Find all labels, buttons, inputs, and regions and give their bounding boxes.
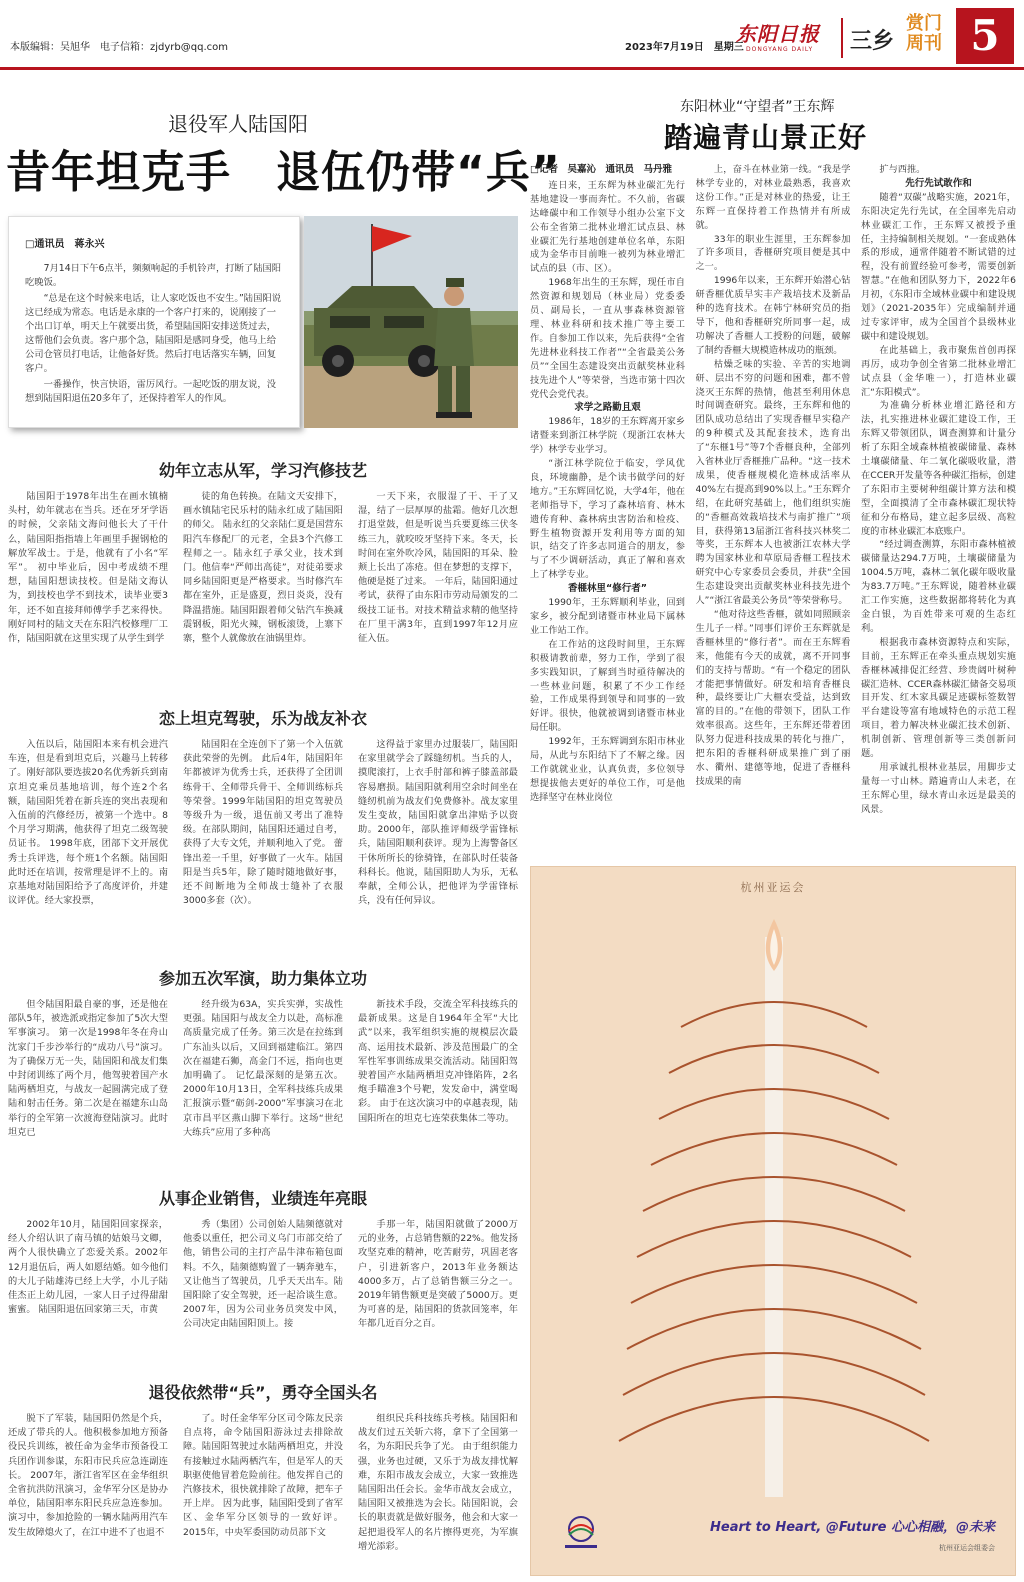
- asian-games-logo-icon: [551, 1513, 611, 1555]
- paragraph: 随着“双碳”战略实施，2021年，东阳决定先行先试，在全国率先启动林业碳汇工作，王东辉又被授予重任，主持编制相关规划。“一套成熟体系的形成，通常伴随着不断试错的过程，没有前置经验可参考，需要创新智慧。”在他和团队努力下，2022年6月初，《东阳市全域林业碳中和建设规划》（2021-2035年）完成编制并通过专家评审，成为全国首个县级林业碳中和建设规划。: [861, 191, 1016, 342]
- left-article-title: 昔年坦克手 退伍仍带“兵”: [6, 147, 561, 198]
- left-article-intro: [8, 216, 300, 428]
- text-column: [183, 738, 343, 938]
- torch-illustration: [531, 867, 1016, 1576]
- paragraph: 徒的角色转换。在陆文天安排下，画水镇陆宅民乐村的陆永红成了陆国阳的师父。 陆永红的父亲陆仁夏是国营东阳汽车修配厂的元老，全县3个汽修工程师之一。陆永红子承父业，技术到门。他信奉“严师出高徒”，对徒弟要求同乡陆国阳更是严格要求。当时修汽车都在室外，正是盛夏，烈日炎炎，没有降温措施。陆国阳跟着师父钻汽车换减震钢板，阳光火辣，钢板滚烫，上寨下寨，整个人就像放在油锅里炸。: [183, 491, 343, 645]
- right-byline: □记者 吴嘉沁 通讯员 马丹雅: [530, 164, 672, 175]
- text-column: [8, 1412, 168, 1578]
- right-article-kicker: 东阳林业“守望者”王东辉: [680, 99, 835, 115]
- paragraph: 上，奋斗在林业第一线。“我是学林学专业的，对林业最熟悉，我喜欢这份工作。”正是对林业的热爱，让王东辉一直保持着工作热情并有所成就。: [695, 164, 851, 231]
- editor-info: 本版编辑：吴旭华 电子信箱：zjdyrb@qq.com: [10, 42, 228, 53]
- text-column: [358, 738, 518, 938]
- newspaper-logo: 东阳日报: [736, 22, 820, 46]
- text-column: [8, 1218, 168, 1348]
- soldier-with-vehicle-photo: [304, 216, 518, 428]
- text-column: [183, 490, 343, 676]
- paragraph: “他对待这些香榧，就如同照顾亲生儿子一样。”同事们评价王东辉就是香榧林里的“修行者”。而在王东辉看来，他能有今天的成就，离不开同事们的支持与帮助。“有一个稳定的团队才能把事情做好。研发和培育香榧良种，最终要让广大榧农受益，达到致富的目的。”在他的带领下，团队工作效率很高。这些年，王东辉还带着团队努力促进科技成果的转化与推广，把东阳的香榧科研成果推广到了丽水、衢州、建德等地，促进了香榧科技成果的南: [695, 609, 851, 787]
- page-header: [0, 0, 1024, 70]
- paragraph: 了。时任金华军分区司令陈友民亲自点将，命令陆国阳游泳过去排除故障。陆国阳驾驶过水陆两栖坦克，并没有接触过水陆两栖汽车，但是军人的天职驱使他冒着危险前往。他发挥自己的汽修技术，很快就排除了故障，把车子开上岸。 因为此事，陆国阳受到了省军区、金华军分区领导的一致好评。2015年，中央军委国防动员部下文: [183, 1413, 343, 1538]
- ad-organizer: 杭州亚运会组委会: [939, 1544, 995, 1552]
- intro-paragraph: 一番操作，快言快语，雷厉风行。一起吃饭的朋友说，没想到陆国阳退伍20多年了，还保持着军人的作风。: [25, 379, 277, 404]
- text-column: [183, 1218, 343, 1348]
- paragraph: 手那一年，陆国阳就做了2000万元的业务，占总销售额的22%。他发扬攻坚克难的精神，吃苦耐劳，巩固老客户，引进新客户，2013年业务额达4000多万，占了总销售额三分之一。2019年销售额更是突破了5000万。更为可喜的是，陆国阳的货款回笼率，年年都几近百分之百。: [358, 1219, 518, 1330]
- subheading: 先行先试敢作和: [905, 177, 972, 189]
- text-column: [358, 1218, 518, 1348]
- text-column: [183, 998, 343, 1168]
- asian-games-ad: [530, 866, 1016, 1576]
- left-byline: □通讯员 蒋永兴: [25, 239, 105, 250]
- section-heading: 参加五次军演，助力集体立功: [158, 969, 367, 988]
- section-name: 三乡: [850, 28, 895, 54]
- paragraph: 连日来，王东辉为林业碳汇先行基地建设一事而奔忙。不久前，省碳达峰碳中和工作领导小组办公室下文公布全省第二批林业增汇试点县、林业碳汇先行基地创建单位名单，东阳成为金华市目前唯一被列为林业增汇试点的县（市、区）。: [530, 179, 685, 275]
- right-article-title: 踏遍青山景正好: [664, 121, 868, 154]
- paragraph: 陆国阳在全连创下了第一个入伍就获此荣誉的先例。 此后4年，陆国阳年年都被评为优秀士兵，还获得了全团训练骨干、全师带兵骨干、全师训练标兵等荣誉。1999年陆国阳的坦克驾驶员等级升为一级，退伍前又考出了准特级。在部队期间，陆国阳还通过自考，获得了大专文凭，并顺利地入了党。 蕾锋出差一千里，好事做了一火车。陆国阳是当兵5年，除了随时随地做好事，还不间断地为全师战士缝补了衣服3000多套（次）。: [183, 739, 343, 907]
- left-article-kicker: 退役军人陆国阳: [168, 112, 308, 136]
- text-column: [358, 1412, 518, 1578]
- section-body: [8, 738, 518, 938]
- paragraph: 入伍以后，陆国阳本来有机会进汽车连，但是看到坦克后，兴趣马上转移了。刚好部队要选拔20名优秀新兵到南京坦克乘员基地培训，每个连2个名额，陆国阳凭着在新兵连的突出表现和入伍前的汽修经历，被第一个选中。8个月学习期满，他获得了坦克二级驾驶员证书。 1998年底，团部下文开展优秀士兵评选，每个班1个名额。陆国阳此时还在培训，按常理是评不上的。南京基地对陆国阳给予了高度评价，并建议评优。经大家投票，: [8, 739, 168, 907]
- ad-slogan: Heart to Heart, @Future 心心相融，@未来: [710, 1520, 995, 1535]
- paragraph: 新技术手段，交流全军科技练兵的最新成果。这是自1964年全军“大比武”以来，我军组织实施的规模层次最高、运用技术最新、涉及范围最广的全军性军事训练成果交流活动。陆国阳驾驶着国产水陆两栖坦克冲锋陷阵，2名炮手瞄准3个号靶，发发命中，满堂喝彩。 由于在这次演习中的卓越表现，陆国阳所在的坦克七连荣获集体二等功。: [358, 999, 518, 1124]
- section-body: [8, 998, 518, 1168]
- paragraph: “经过调查测算，东阳市森林植被碳储量达294.7万吨，土壤碳储量为1004.5万吨，森林二氧化碳年吸收量为83.7万吨。”王东辉说，随着林业碳汇工作实施，这些数据都将转化为真金白银，为百姓带来可观的生态红利。: [861, 539, 1016, 634]
- paragraph: 1990年，王东辉顺利毕业，回到家乡，被分配到诸暨市林业局下属林业工作站工作。: [530, 597, 685, 636]
- paragraph: 1986年，18岁的王东辉离开家乡诸暨来到浙江林学院（现浙江农林大学）林学专业学习。: [530, 416, 685, 456]
- intro-paragraph: 7月14日下午6点半，频频响起的手机铃声，打断了陆国阳吃晚饭。: [25, 263, 282, 288]
- section-body: [8, 490, 518, 676]
- paragraph: 在工作站的这段时间里，王东辉积极请教前辈，努力工作，学到了很多实践知识，了解到当时亟待解决的一些林业问题，积累了不少工作经验，工作成果得到领导和同事的一致好评。很快，他就被调到诸暨市林业局任职。: [530, 638, 685, 734]
- paragraph: 秀（集团）公司创始人陆频德就对他委以重任，把公司义乌门市部交给了他，销售公司的主打产品牛津布箱包面料。不久，陆频德购置了一辆奔驰车，又让他当了驾驶员，几乎天天出车。陆国阳除了安全驾驶，还一起洽谈生意。2007年，因为公司业务员突发中风，公司决定由陆国阳顶上。接: [183, 1219, 343, 1330]
- section-heading: 恋上坦克驾驶，乐为战友补衣: [158, 709, 367, 728]
- paragraph: 但令陆国阳最自豪的事，还是他在部队5年，被选派或指定参加了5次大型军事演习。 第一次是1998年冬在舟山沈家门千步沙举行的“成功八号”演习。为了确保万无一失，陆国阳和战友们集中封闭训练了两个月，他驾驶着国产水陆两栖坦克，与战友一起圆满完成了登陆和射击任务。第二次是在福建东山岛举行的全军第一次渡海登陆演习。此时坦克已: [8, 999, 168, 1138]
- paragraph: 2002年10月，陆国阳回家探亲，经人介绍认识了南马镇的姑娘马文卿，两个人很快确立了恋爱关系。2002年12月退伍后，两人如愿结婚。如今他们的大儿子陆雄涛已经上大学，小儿子陆佳杰正上幼儿园，一家人日子过得甜甜蜜蜜。 陆国阳退伍回家第三天，市黄: [8, 1219, 168, 1316]
- paragraph: “浙江林学院位于临安，学风优良，环境幽静，是个读书做学问的好地方。”王东辉回忆说，大学4年，他在老师指导下，学习了森林培育、林木遗传育种、森林病虫害防治和检疫、野生植物资源开发利用等方面的知识，结交了许多志同道合的朋友，参与了不少调研活动，真正了解和喜欢上了林学专业。: [530, 458, 685, 581]
- paragraph: 1992年，王东辉调到东阳市林业局，从此与东阳结下了不解之缘。因工作就就业业，认真负责，多位领导想提拔他去更好的单位工作，可是他选择坚守在林业岗位: [530, 736, 685, 803]
- header-divider: [841, 18, 843, 58]
- text-column: [358, 490, 518, 676]
- paragraph: 用承诚扎根林业基层，用脚步丈量每一寸山林。踏遍青山人未老，在王东辉心里，绿水青山永远是最美的风景。: [861, 761, 1016, 815]
- paragraph: 1968年出生的王东辉，现任市自然资源和规划局（林业局）党委委员、副局长，一直从事森林资源管理、林业科研和技术推广等主要工作。自参加工作以来，先后获得“全省先进林业科技工作者”“全省最美公务员”“全国生态建设突出贡献奖林业科技先进个人”等荣誉，当选市第十四次党代会党代表。: [530, 277, 685, 400]
- paragraph: 枯燥乏味的实验、辛苦的实地调研、层出不穷的问题和困难，都不曾浇灭王东辉的热情，他甚至利用休息时间调查研究。最终，王东辉和他的团队成功总结出了实现香榧早实稳产的9种模式及其配套技术，选育出了“东榧1号”等7个香榧良种，全部列入省林业厅香榧推广品种。“这一技术成果，使香榧规模化造林成活率从40%左右提高到90%以上。”王东辉介绍，在此研究基础上，他们组织实施的“香榧高效栽培技术与南扩推广”项目，获得第13届浙江省科技兴林奖二等奖，王东辉本人也被浙江农林大学聘为国家林业和草原局香榧工程技术研究中心专家委员会委员，并获“全国生态建设突出贡献奖林业科技先进个人”“浙江省最美公务员”等荣誉称号。: [695, 358, 851, 607]
- paragraph: 根据我市森林资源特点和实际，目前，王东辉正在牵头重点规划实施香榧林减排促汇经营、珍贵阔叶树种碳汇造林、CCER森林碳汇储备交易项目开发、红木家具碳足迹碳标签数智平台建设等富有地域特色的示范工程项目，着力解决林业碳汇技术创新、机制创新、管理创新等三类创新问题。: [861, 636, 1016, 760]
- section-sub: 赏门周刊: [906, 13, 942, 54]
- page-number: 5: [956, 8, 1014, 64]
- text-column: [8, 490, 168, 676]
- paragraph: 33年的职业生涯里，王东辉参加了许多项目，香榧研究项目便是其中之一。: [695, 233, 851, 273]
- subheading: 求学之路勤且艰: [574, 402, 641, 414]
- section-heading: 从事企业销售，业绩连年亮眼: [158, 1189, 367, 1208]
- paragraph: 在此基础上，我市聚焦首创再探再厉，成功争创全省第二批林业增汇试点县（金华唯一），打造林业碳汇“东阳模式”。: [861, 344, 1016, 398]
- text-column: [8, 738, 168, 938]
- section-heading: 退役依然带“兵”，勇夺全国头名: [148, 1383, 378, 1402]
- subheading: 香榧林里“修行者”: [568, 583, 647, 595]
- photo-illustration: [304, 216, 518, 428]
- section-body: [8, 1412, 518, 1578]
- text-column: [358, 998, 518, 1168]
- right-article-body: [530, 163, 1016, 843]
- newspaper-logo-sub: DONGYANG DAILY: [746, 46, 814, 53]
- intro-paragraph: “总是在这个时候来电话，让人家吃饭也不安生。”陆国阳说这已经成为常态。电话是永康的一个客户打来的，说刚接了一个出口订单，明天上午就要出货，希望陆国阳安排送货过去，这帮他们会负责。客户那个急，陆国阳是感同身受，他马上给公司仓管员打电话，让他备好货。然后打电话落实车辆，回复客户。: [25, 293, 281, 374]
- section-heading: 幼年立志从军，学习汽修技艺: [158, 461, 367, 480]
- paragraph: 陆国阳于1978年出生在画水镇楠头村，幼年就志在当兵。还在牙牙学语的时候，父亲陆文海问他长大了干什么，陆国阳指指墙上年画里手握钢枪的解放军战士。于是，他就有了小名“军军”。 初中毕业后，因中考成绩不理想，陆国阳想读技校。但是陆文海认为，到技校也学不到技术，读毕业要3年，还不如直接拜师傅学手艺来得快。刚好同村的陆文天在东阳汽校修理厂工作，陆国阳就在这里实现了从学生到学: [8, 491, 168, 645]
- paragraph: 经升级为63A，实兵实弹，实战性更强。陆国阳与战友全力以赴，高标准高质量完成了任务。第三次是在拉练到广东汕头以后，又回到福建临江。第四次在福建石狮，高金门不远，指向也更加明确了。 记忆最深刻的是第五次。2000年10月13日，全军科技练兵成果汇报演示暨“砺剑-2000”军事演习在北京市昌平区燕山脚下举行。这场“世纪大练兵”应用了多种高: [183, 999, 343, 1138]
- text-column: [861, 163, 1016, 843]
- paragraph: 扩与西推。: [879, 164, 926, 175]
- ad-top-text: 杭州亚运会: [740, 881, 806, 894]
- paragraph: 一天下来，衣服湿了干、干了又湿，结了一层厚厚的盐霜。他好几次想打退堂鼓，但是听说当兵要夏练三伏冬练三九，就咬咬牙坚持下来。冬天，长时间在室外吹冷风，陆国阳的耳朵、脸颊上长出了冻疮。但在梦想的支撑下，他硬是挺了过来。 一年后，陆国阳通过考试，获得了由东阳市劳动局颁发的二级技工证书。对技术精益求精的他坚持在厂里干满3年，直到1997年12月应征入伍。: [358, 491, 518, 645]
- issue-date: 2023年7月19日 星期三: [625, 42, 744, 53]
- text-column: [530, 163, 685, 843]
- text-column: [8, 998, 168, 1168]
- paragraph: 脱下了军装，陆国阳仍然是个兵，还成了带兵的人。他积极参加地方预备役民兵训练，被任命为金华市预备役工兵团作训参谋，东阳市民兵应急连副连长。 2007年，浙江省军区在金华组织全省抗洪防汛演习，金华军分区是协办单位，陆国阳率东阳民兵应急连参加。演习中，参加抢险的一辆水陆两用汽车发生故障熄火了，在江中进不了也退不: [8, 1413, 168, 1538]
- paragraph: 1996年以来，王东辉开始潜心钻研香榧优质早实丰产栽培技术及新品种的选育技术。在韩宁林研究员的指导下，他和香榧研究所同事一起，成功解决了香榧人工授粉的问题，破解了制约香榧大规模造林成功的瓶颈。: [695, 275, 851, 356]
- paragraph: 组织民兵科技练兵考核。陆国阳和战友们过五关斩六将，拿下了全国第一名，为东阳民兵争了光。 由于组织能力强，业务也过硬，又乐于为战友排忧解难，东阳市战友会成立，大家一致推选陆国阳出任会长。金华市战友会成立，陆国阳又被推选为会长。陆国阳说，会长的职责就是做好服务，他会和大家一起把退役军人的名片擦得更亮，为军旗增光添彩。: [358, 1413, 518, 1552]
- paragraph: 这得益于家里办过服装厂，陆国阳在家里就学会了踩缝纫机。当兵的人，摸爬滚打，上衣手肘部和裤子膝盖部最容易磨损。陆国阳就利用空余时间坐在缝纫机前为战友们免费修补。战友家里发生变故，陆国阳就拿出津贴予以资助。2000年，部队推评师级学雷锋标兵，陆国阳顺利获评。现为上海警备区干休所所长的徐骑锋，在部队时任装备科科长。他说，陆国阳助人为乐，无私奉献，全师公认，把他评为学雷锋标兵，没有任何异议。: [358, 739, 518, 907]
- text-column: [696, 163, 851, 843]
- text-column: [183, 1412, 343, 1578]
- section-body: [8, 1218, 518, 1348]
- paragraph: 为准确分析林业增汇路径和方法，扎实推进林业碳汇建设工作，王东辉又带领团队，调查测算和计量分析了东阳全域森林植被碳储量、森林土壤碳储量、年二氧化碳吸收量，潜在CCER开发量等各种碳汇指标，创建了东阳市主要树种组碳计算方法和模型，全面摸清了全市森林碳汇现状特征和分布格局，建立起多层级、高粒度的市林业碳汇本底账户。: [861, 400, 1016, 537]
